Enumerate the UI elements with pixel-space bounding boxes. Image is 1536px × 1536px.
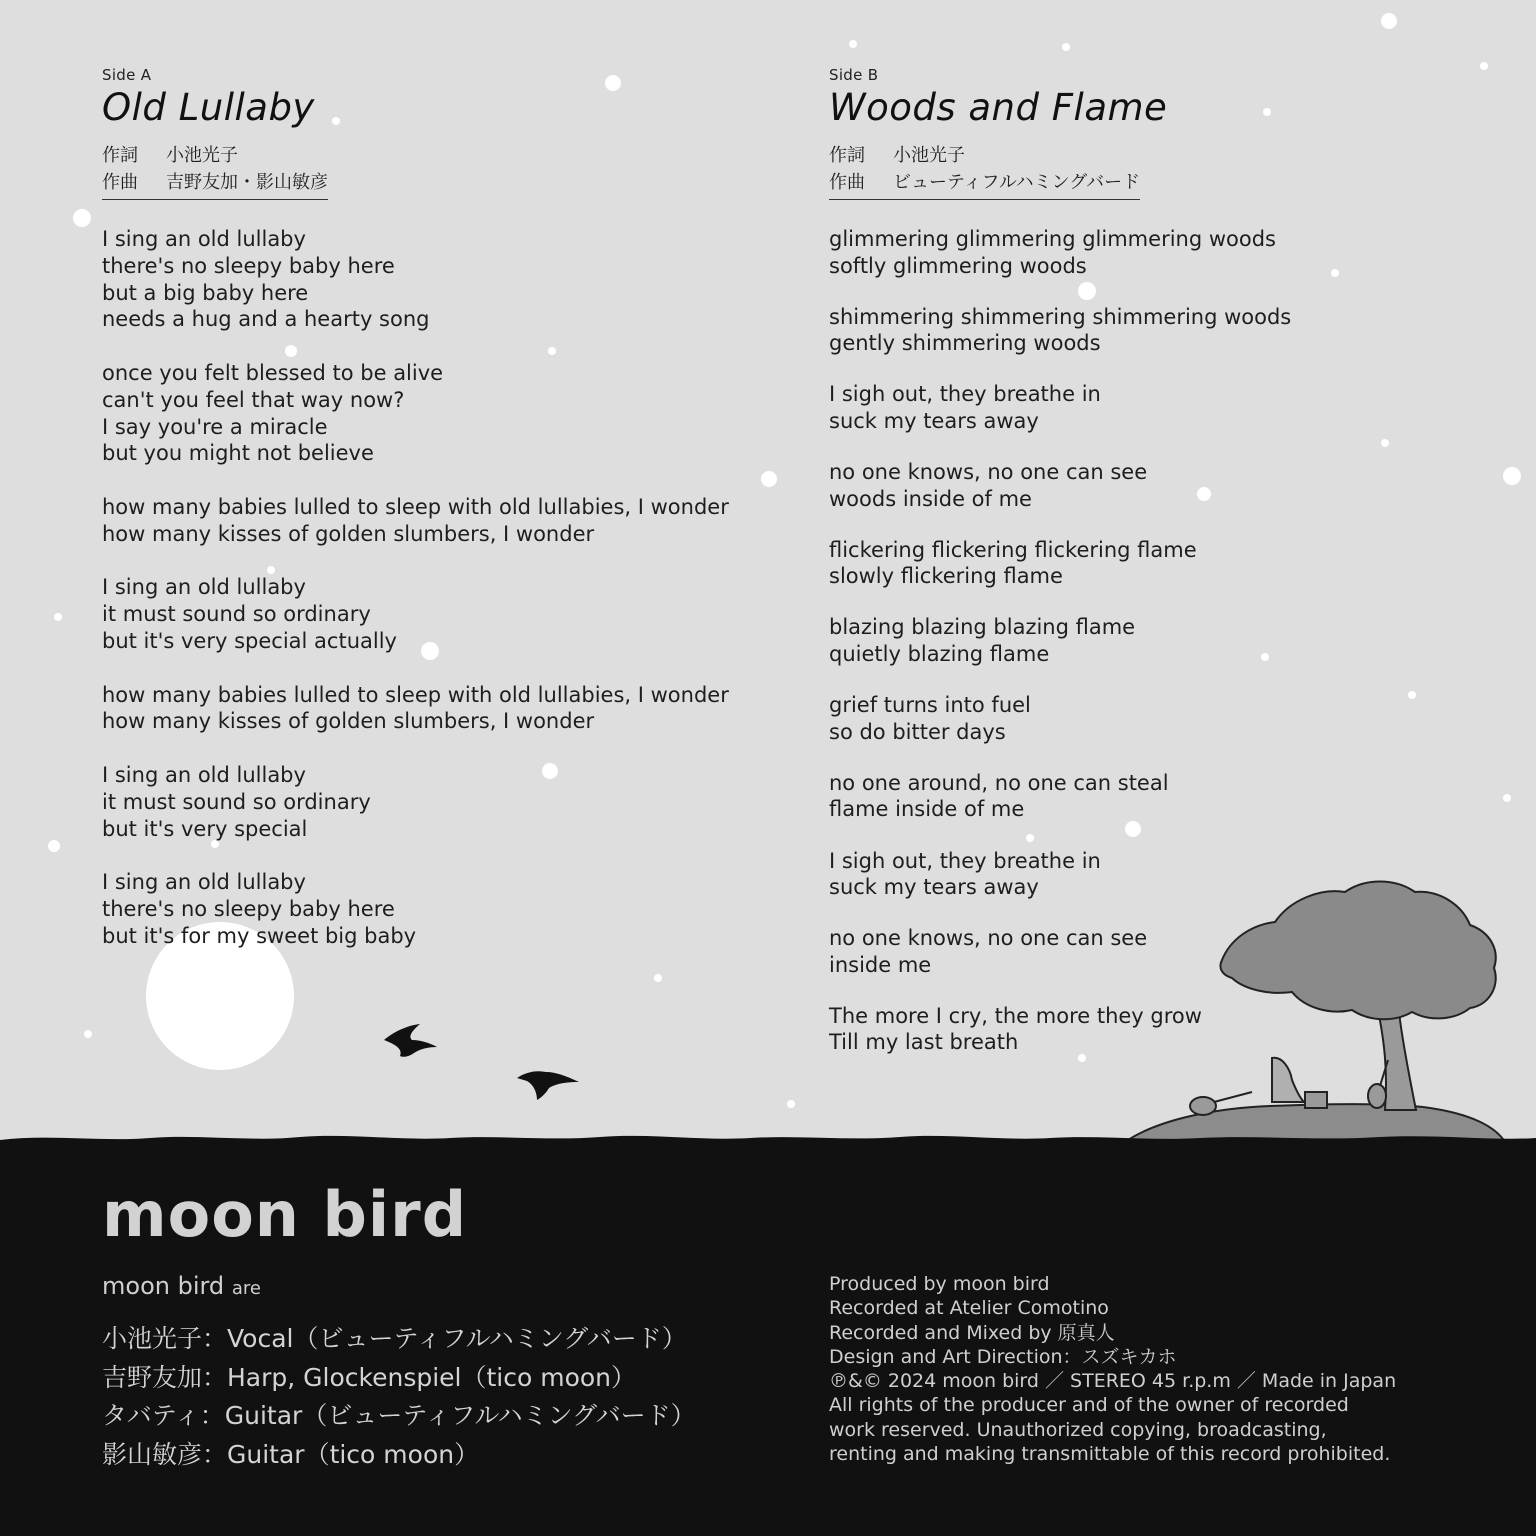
lyric-line: how many kisses of golden slumbers, I wonder: [102, 709, 595, 734]
side-b-column: [829, 66, 1389, 1081]
lyric-line: so do bitter days: [829, 719, 1006, 744]
lyric-stanza: [829, 226, 1389, 279]
member-item: 小池光子：Vocal（ビューティフルハミングバード）: [102, 1324, 687, 1353]
lyric-line: but a big baby here: [102, 280, 309, 305]
production-line: Recorded and Mixed by 原真人: [829, 1321, 1115, 1344]
lyric-line: once you felt blessed to be alive: [102, 360, 444, 385]
production-line: Design and Art Direction：スズキカホ: [829, 1345, 1177, 1368]
composer-credit: [102, 169, 328, 196]
production-line: Produced by moon bird: [829, 1273, 1050, 1295]
production-line: ℗&© 2024 moon bird ／ STEREO 45 r.p.m ／ Made in Japan: [829, 1370, 1397, 1393]
credit-name: 小池光子: [893, 145, 965, 166]
production-credits: [829, 1272, 1396, 1466]
lyric-stanza: [829, 770, 1389, 823]
band-name: moon bird: [102, 1178, 468, 1251]
lyric-line: flickering flickering flickering flame: [829, 537, 1197, 562]
lyric-line: suck my tears away: [829, 408, 1039, 433]
lyric-stanza: [102, 360, 782, 467]
member-item: 吉野友加：Harp, Glockenspiel（tico moon）: [102, 1362, 637, 1392]
lyric-stanza: [829, 381, 1389, 434]
side-b-credits: [829, 142, 1140, 200]
lyric-stanza: [102, 682, 782, 736]
lyric-stanza: [102, 226, 782, 333]
lyric-line: inside me: [829, 952, 932, 977]
lyric-line: gently shimmering woods: [829, 331, 1101, 356]
production-line: Recorded at Atelier Comotino: [829, 1297, 1109, 1320]
lyric-line: I sigh out, they breathe in: [829, 848, 1101, 873]
side-b-label: Side B: [829, 66, 879, 84]
footer: [0, 1140, 1536, 1536]
production-line: renting and making transmittable of this record prohibited.: [829, 1443, 1391, 1466]
credit-role: 作詞: [102, 145, 138, 166]
lyric-stanza: [829, 692, 1389, 745]
lyric-line: no one knows, no one can see: [829, 460, 1148, 485]
lyric-stanza: [829, 614, 1389, 667]
lyric-line: I sing an old lullaby: [102, 762, 306, 787]
lyric-line: shimmering shimmering shimmering woods: [829, 304, 1292, 329]
lyric-line: glimmering glimmering glimmering woods: [829, 227, 1276, 251]
lyric-stanza: [829, 537, 1389, 590]
side-a-title: Old Lullaby: [102, 86, 315, 129]
lyric-stanza: [829, 1003, 1389, 1056]
lyric-stanza: [829, 459, 1389, 512]
lyric-line: how many babies lulled to sleep with old lullabies, I wonder: [102, 494, 729, 519]
lyric-line: there's no sleepy baby here: [102, 896, 395, 921]
side-b-title: Woods and Flame: [829, 86, 1168, 129]
production-line: All rights of the producer and of the owner of recorded: [829, 1394, 1349, 1417]
lyric-line: can't you feel that way now?: [102, 387, 405, 412]
lyric-line: there's no sleepy baby here: [102, 253, 395, 278]
lyric-line: it must sound so ordinary: [102, 602, 371, 627]
are-prefix: moon bird: [102, 1272, 225, 1300]
lyric-line: I sing an old lullaby: [102, 870, 306, 895]
credit-role: 作曲: [829, 172, 865, 193]
lyric-line: Till my last breath: [829, 1030, 1019, 1055]
lyric-line: but you might not believe: [102, 441, 374, 466]
credit-name: ビューティフルハミングバード: [893, 172, 1141, 193]
lyricist-credit: [829, 142, 1140, 169]
lyric-line: but it's very special: [102, 816, 308, 841]
production-line: work reserved. Unauthorized copying, broadcasting,: [829, 1418, 1327, 1441]
side-a-credits: [102, 142, 328, 200]
lyric-line: quietly blazing flame: [829, 642, 1050, 667]
lyric-line: I say you're a miracle: [102, 414, 328, 439]
lyric-line: but it's very special actually: [102, 628, 397, 653]
lyricist-credit: [102, 142, 328, 169]
side-a-lyrics: [102, 226, 782, 950]
member-list: [102, 1320, 696, 1474]
lyric-stanza: [102, 494, 782, 548]
lyric-line: it must sound so ordinary: [102, 789, 371, 814]
lyric-line: how many babies lulled to sleep with old lullabies, I wonder: [102, 682, 729, 707]
credit-name: 吉野友加・影山敏彦: [166, 172, 328, 193]
lyric-line: The more I cry, the more they grow: [829, 1003, 1202, 1028]
lyric-stanza: [102, 762, 782, 842]
lyric-line: suck my tears away: [829, 875, 1039, 900]
lyric-line: I sigh out, they breathe in: [829, 382, 1101, 407]
credit-role: 作曲: [102, 172, 138, 193]
side-b-lyrics: [829, 226, 1389, 1056]
lyric-line: I sing an old lullaby: [102, 575, 306, 600]
lyric-line: blazing blazing blazing flame: [829, 615, 1136, 640]
side-a-label: Side A: [102, 66, 152, 84]
lyric-stanza: [829, 848, 1389, 901]
lyric-line: woods inside of me: [829, 486, 1032, 511]
side-a-column: [102, 66, 782, 976]
lyric-line: no one around, no one can steal: [829, 770, 1169, 795]
member-item: タバティ：Guitar（ビューティフルハミングバード）: [102, 1401, 696, 1430]
lyric-stanza: [829, 925, 1389, 978]
lyric-line: how many kisses of golden slumbers, I wonder: [102, 521, 595, 546]
lyric-stanza: [829, 304, 1389, 357]
credit-role: 作詞: [829, 145, 865, 166]
lyric-line: needs a hug and a hearty song: [102, 307, 430, 332]
lyric-line: grief turns into fuel: [829, 693, 1031, 718]
credit-name: 小池光子: [166, 145, 238, 166]
lyric-line: flame inside of me: [829, 797, 1025, 822]
are-suffix: are: [231, 1278, 261, 1299]
lyric-line: softly glimmering woods: [829, 253, 1087, 278]
composer-credit: [829, 169, 1140, 196]
lyric-line: no one knows, no one can see: [829, 926, 1148, 951]
lyric-stanza: [102, 869, 782, 949]
lyric-line: but it's for my sweet big baby: [102, 923, 417, 948]
lyric-stanza: [102, 574, 782, 654]
band-members-heading: [102, 1272, 261, 1300]
member-item: 影山敏彦：Guitar（tico moon）: [102, 1439, 480, 1469]
lyric-line: slowly flickering flame: [829, 564, 1063, 589]
lyric-line: I sing an old lullaby: [102, 227, 306, 251]
